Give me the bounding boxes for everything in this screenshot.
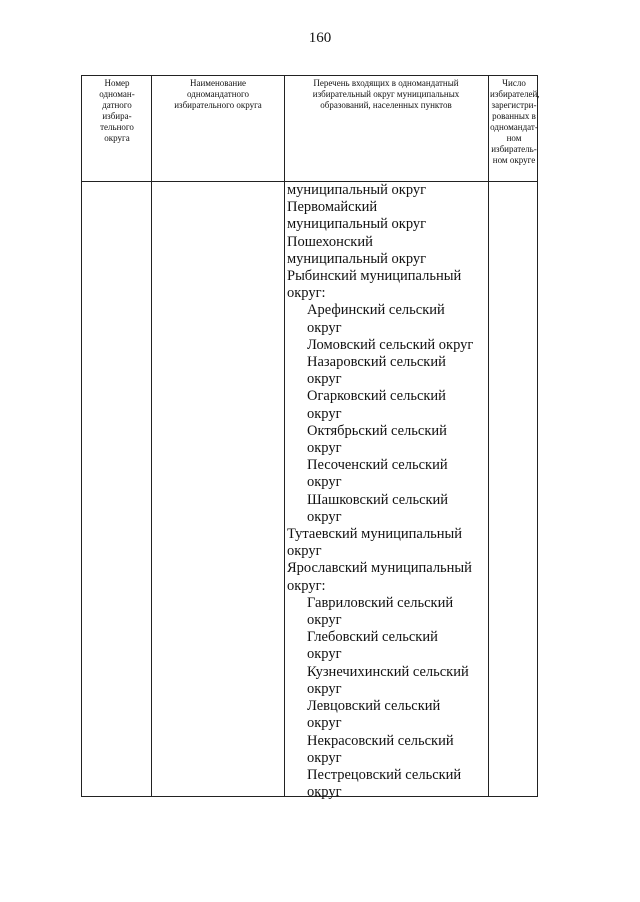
sub-entry-line: Пестрецовский сельский [307, 766, 462, 783]
header-district-number: Номер одноман-датного избира-тельного округа [99, 78, 135, 143]
sub-entry-line: Некрасовский сельский [307, 732, 454, 749]
entry-line: Первомайский [287, 199, 378, 216]
sub-entry-line: Кузнечихинский сельский [307, 663, 469, 680]
header-municipalities-list: Перечень входящих в одномандатный избирательный округ муниципальных образований, населенных пунктов [312, 78, 460, 110]
sub-entry-line: округ [307, 319, 342, 336]
sub-entry-line: Октябрьский сельский [307, 422, 447, 439]
sub-entry-line: округ [307, 508, 342, 525]
sub-entry-line: Ломовский сельский округ [307, 336, 474, 353]
sub-entry-line: округ [307, 371, 342, 388]
entry-line: округ: [287, 577, 326, 594]
sub-entry-line: Песоченский сельский [307, 457, 448, 474]
column-divider-2 [284, 76, 285, 796]
page-number: 160 [308, 30, 332, 46]
sub-entry-line: округ [307, 646, 342, 663]
entry-line: муниципальный округ [287, 250, 427, 267]
districts-table [81, 75, 540, 801]
column-divider-1 [151, 76, 152, 796]
sub-entry-line: округ [307, 440, 342, 457]
entry-line: Пошехонский [287, 233, 373, 250]
sub-entry-line: Арефинский сельский [307, 302, 445, 319]
sub-entry-line: округ [307, 405, 342, 422]
sub-entry-line: округ [307, 612, 342, 629]
header-district-name: Наименование одномандатного избирательного округа [174, 78, 262, 110]
entry-line: округ: [287, 285, 326, 302]
sub-entry-line: Глебовский сельский [307, 629, 438, 646]
sub-entry-line: округ [307, 680, 342, 697]
sub-entry-line: округ [307, 474, 342, 491]
sub-entry-line: Огарковский сельский [307, 388, 446, 405]
entry-line: муниципальный округ [287, 182, 427, 198]
entry-line: муниципальный округ [287, 216, 427, 233]
header-voter-count: Число избирателей, зарегистри-рованных в одномандат-ном избиратель-ном округе [490, 78, 540, 165]
sub-entry-line: Левцовский сельский [307, 698, 441, 715]
sub-entry-line: округ [307, 784, 342, 801]
column-divider-3 [488, 76, 489, 796]
sub-entry-line: Гавриловский сельский [307, 594, 454, 611]
entry-line: округ [287, 543, 322, 560]
sub-entry-line: Назаровский сельский [307, 354, 446, 371]
entry-line: Ярославский муниципальный [287, 560, 472, 577]
sub-entry-line: округ [307, 749, 342, 766]
sub-entry-line: округ [307, 715, 342, 732]
entry-line: Тутаевский муниципальный [287, 526, 463, 543]
municipalities-list-cell [287, 182, 487, 801]
entry-line: Рыбинский муниципальный [287, 268, 462, 285]
sub-entry-line: Шашковский сельский [307, 491, 449, 508]
